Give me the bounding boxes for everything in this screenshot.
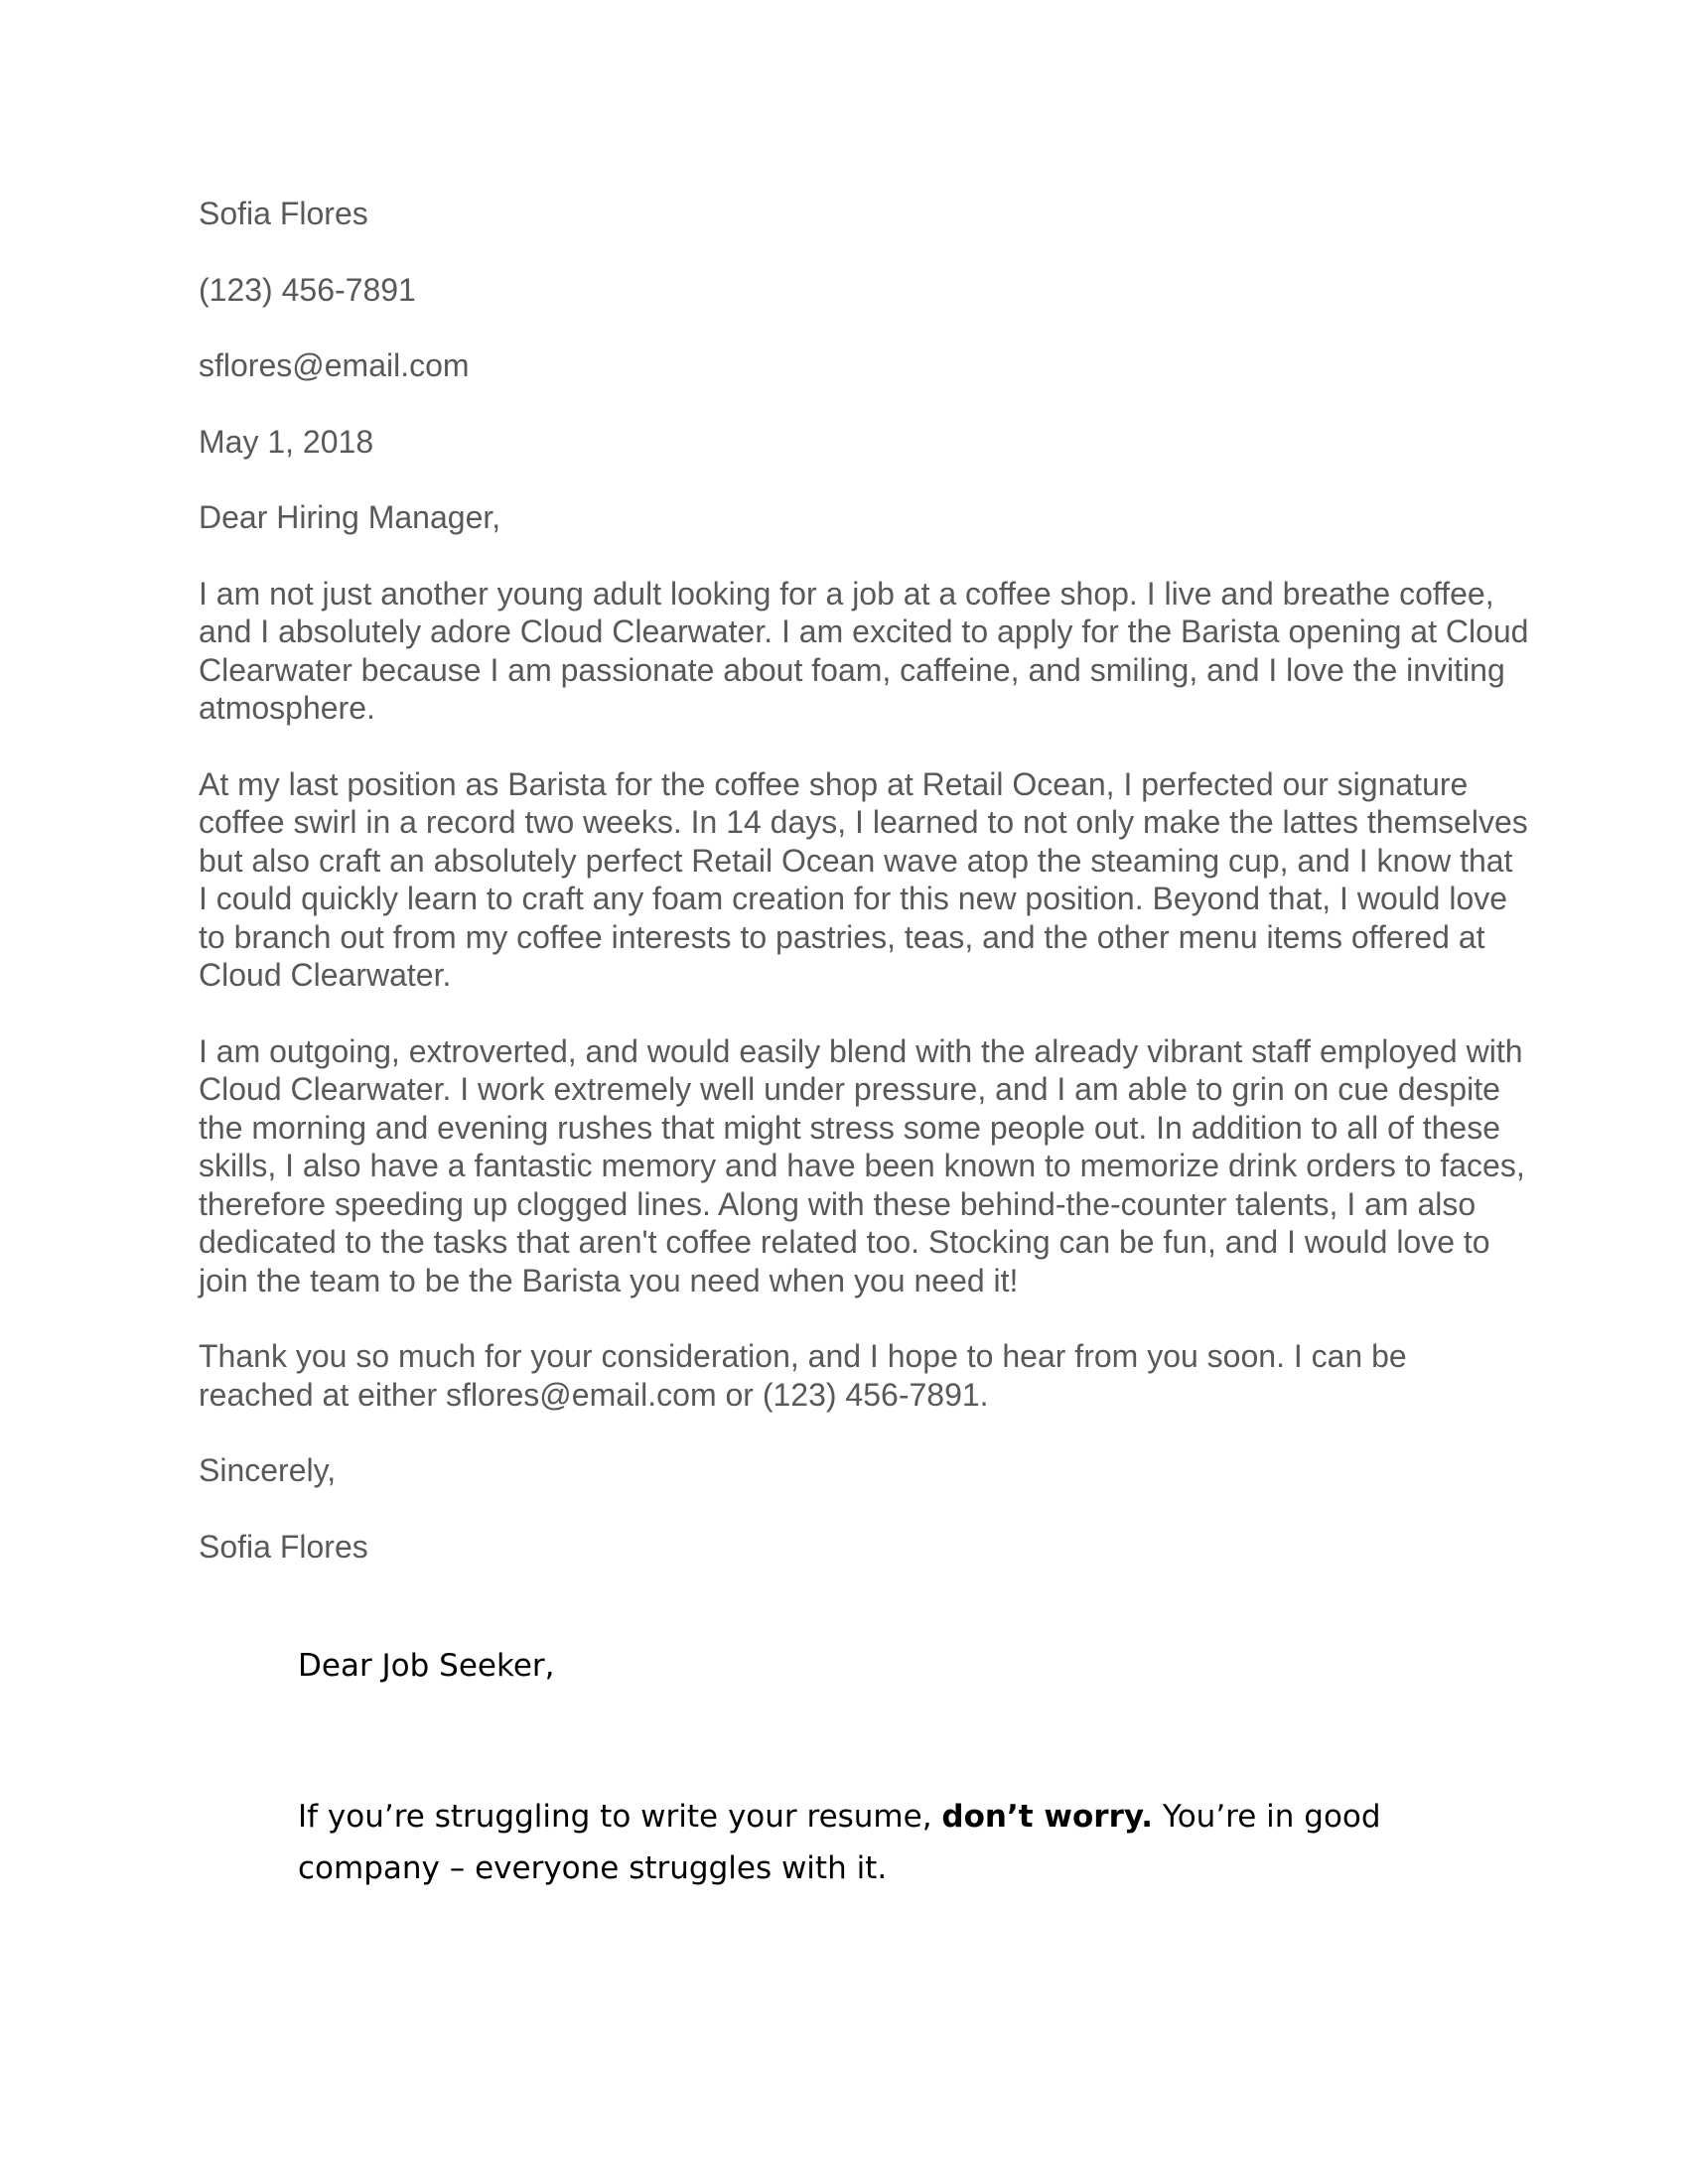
sender-phone: (123) 456-7891 — [199, 271, 416, 308]
note-body-start: If you’re struggling to write your resume, — [298, 1799, 942, 1835]
closing: Sincerely, — [199, 1452, 337, 1488]
note-body — [298, 1791, 1509, 1894]
salutation: Dear Hiring Manager, — [199, 499, 501, 535]
note-greeting: Dear Job Seeker, — [298, 1648, 555, 1684]
letter-date: May 1, 2018 — [199, 423, 374, 460]
note-body-end: You’re in good company – everyone struggles with it. — [298, 1799, 1381, 1886]
job-seeker-note — [298, 1640, 1509, 1894]
body-paragraph-1: I am not just another young adult looking for a job at a coffee shop. I live and breathe coffee, and I absolutely adore Cloud Clearwater. I am excited to apply for the Barista opening at Cloud Clearwater because I am passionate about foam, caffeine, and smiling, and I love the inviting atmosphere. — [199, 575, 1529, 726]
body-paragraph-4: Thank you so much for your consideration, and I hope to hear from you soon. I can be reached at either sflores@email.com or (123) 456-7891. — [199, 1338, 1407, 1413]
cover-letter — [199, 195, 1529, 1603]
signature: Sofia Flores — [199, 1528, 368, 1565]
body-paragraph-2: At my last position as Barista for the coffee shop at Retail Ocean, I perfected our signature coffee swirl in a record two weeks. In 14 days, I learned to not only make the lattes themselves but also craft an absolutely perfect Retail Ocean wave atop the steaming cup, and I know that I could quickly learn to craft any foam creation for this new position. Beyond that, I would love to branch out from my coffee interests to pastries, teas, and the other menu items offered at Cloud Clearwater. — [199, 765, 1528, 993]
note-body-emphasis: don’t worry. — [941, 1799, 1154, 1835]
body-paragraph-3: I am outgoing, extroverted, and would easily blend with the already vibrant staff employed with Cloud Clearwater. I work extremely well under pressure, and I am able to grin on cue despite the morning and evening rushes that might stress some people out. In addition to all of these skills, I also have a fantastic memory and have been known to memorize drink orders to faces, therefore speeding up clogged lines. Along with these behind-the-counter talents, I am also dedicated to the tasks that aren't coffee related too. Stocking can be fun, and I would love to join the team to be the Barista you need when you need it! — [199, 1032, 1525, 1298]
sender-name: Sofia Flores — [199, 196, 368, 231]
sender-email: sflores@email.com — [199, 347, 470, 383]
